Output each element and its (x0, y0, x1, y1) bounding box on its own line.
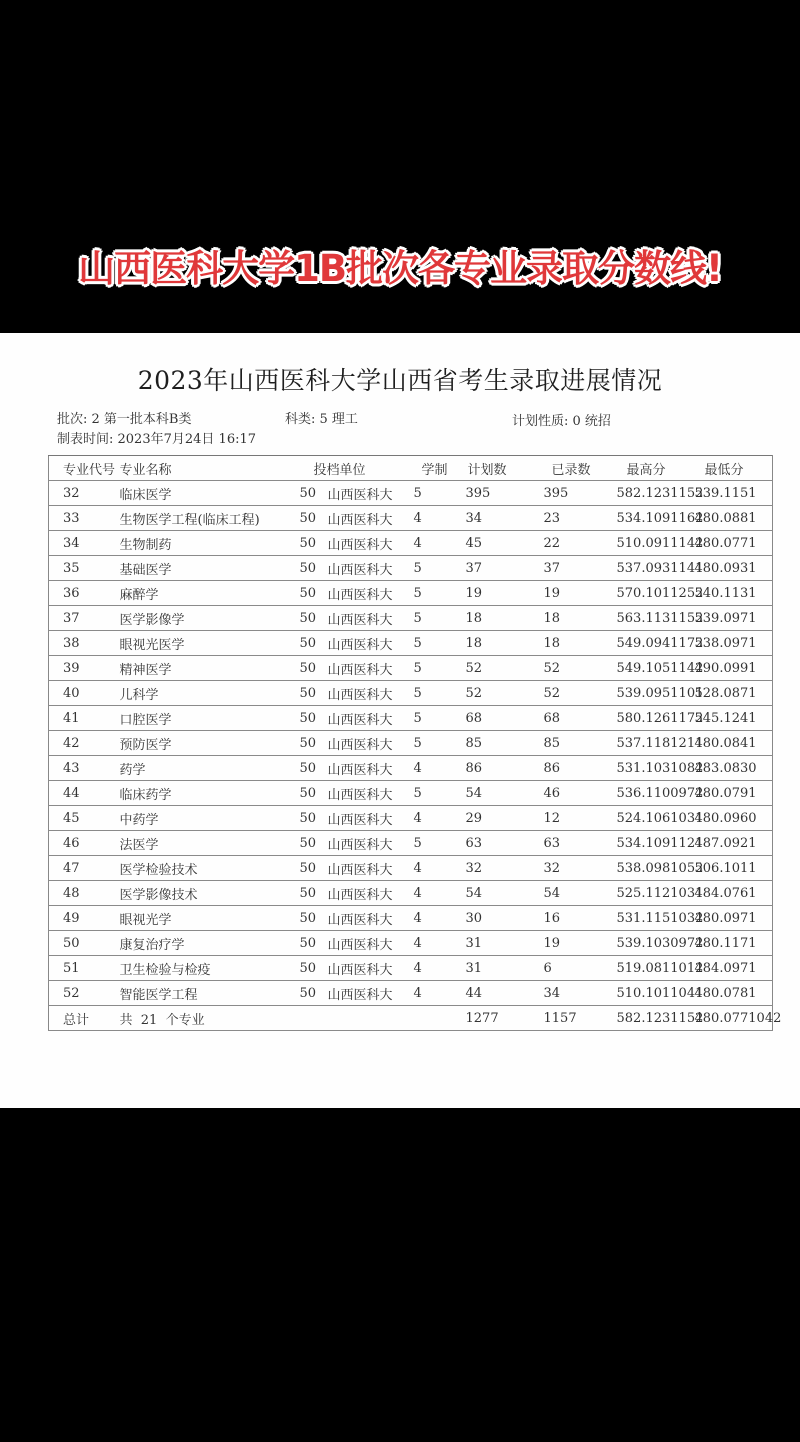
row-unit: 山西医科大 (328, 781, 410, 806)
header-plan: 计划数 (462, 456, 542, 481)
row-min-score: 506.1011 (695, 856, 773, 881)
row-plan: 68 (462, 706, 542, 731)
row-max-score: 536.1100972 (617, 781, 695, 806)
admission-table (48, 455, 782, 1031)
row-length: 5 (410, 606, 462, 631)
row-plan: 45 (462, 531, 542, 556)
header-code: 专业代号 (49, 456, 120, 481)
row-admitted: 19 (542, 931, 617, 956)
row-plan: 54 (462, 881, 542, 906)
total-empty (300, 1006, 328, 1031)
row-name: 生物医学工程(临床工程) (120, 506, 300, 531)
row-code: 34 (49, 531, 120, 556)
table-row (49, 506, 773, 531)
row-unit-code: 50 (300, 806, 328, 831)
header-max: 最高分 (617, 456, 695, 481)
row-min-score: 480.0881 (695, 506, 773, 531)
table-row (49, 706, 773, 731)
row-name: 口腔医学 (120, 706, 300, 731)
row-code: 52 (49, 981, 120, 1006)
table-row (49, 831, 773, 856)
row-plan: 395 (462, 481, 542, 506)
row-code: 51 (49, 956, 120, 981)
row-unit: 山西医科大 (328, 956, 410, 981)
row-admitted: 63 (542, 831, 617, 856)
row-unit-code: 50 (300, 781, 328, 806)
row-admitted: 23 (542, 506, 617, 531)
row-code: 46 (49, 831, 120, 856)
total-summary: 共 21 个专业 (120, 1006, 300, 1031)
row-unit-code: 50 (300, 756, 328, 781)
total-max-score: 582.1231152 (617, 1006, 695, 1031)
row-admitted: 32 (542, 856, 617, 881)
row-max-score: 537.1181211 (617, 731, 695, 756)
row-plan: 32 (462, 856, 542, 881)
row-unit-code: 50 (300, 556, 328, 581)
total-min-score: 480.0771042 (695, 1006, 773, 1031)
row-max-score: 534.1091162 (617, 506, 695, 531)
row-min-score: 545.1241 (695, 706, 773, 731)
table-row (49, 956, 773, 981)
row-length: 4 (410, 881, 462, 906)
total-label: 总计 (49, 1006, 120, 1031)
table-row (49, 881, 773, 906)
row-max-score: 534.1091121 (617, 831, 695, 856)
row-length: 4 (410, 956, 462, 981)
row-plan: 85 (462, 731, 542, 756)
row-length: 4 (410, 506, 462, 531)
row-max-score: 531.1151032 (617, 906, 695, 931)
row-admitted: 52 (542, 656, 617, 681)
row-length: 4 (410, 856, 462, 881)
row-name: 麻醉学 (120, 581, 300, 606)
row-code: 41 (49, 706, 120, 731)
row-admitted: 19 (542, 581, 617, 606)
row-length: 5 (410, 706, 462, 731)
row-name: 基础医学 (120, 556, 300, 581)
row-name: 预防医学 (120, 731, 300, 756)
row-length: 5 (410, 631, 462, 656)
row-name: 儿科学 (120, 681, 300, 706)
table-row (49, 531, 773, 556)
video-banner (0, 0, 800, 333)
row-unit: 山西医科大 (328, 731, 410, 756)
row-length: 5 (410, 581, 462, 606)
row-plan: 52 (462, 681, 542, 706)
table-row (49, 681, 773, 706)
row-admitted: 18 (542, 631, 617, 656)
row-length: 4 (410, 931, 462, 956)
row-max-score: 549.1051142 (617, 656, 695, 681)
row-unit: 山西医科大 (328, 981, 410, 1006)
row-unit-code: 50 (300, 931, 328, 956)
row-unit: 山西医科大 (328, 631, 410, 656)
row-length: 5 (410, 681, 462, 706)
row-unit: 山西医科大 (328, 906, 410, 931)
row-unit-code: 50 (300, 506, 328, 531)
row-min-score: 539.1151 (695, 481, 773, 506)
row-unit-code: 50 (300, 981, 328, 1006)
row-plan: 31 (462, 931, 542, 956)
row-max-score: 538.0981052 (617, 856, 695, 881)
row-unit-code: 50 (300, 606, 328, 631)
row-unit: 山西医科大 (328, 856, 410, 881)
row-code: 47 (49, 856, 120, 881)
table-total-row (49, 1006, 773, 1031)
row-length: 4 (410, 981, 462, 1006)
row-length: 4 (410, 806, 462, 831)
row-code: 40 (49, 681, 120, 706)
row-min-score: 480.0841 (695, 731, 773, 756)
row-length: 5 (410, 481, 462, 506)
header-unit: 投档单位 (300, 456, 410, 481)
table-row (49, 806, 773, 831)
table-row (49, 931, 773, 956)
row-admitted: 54 (542, 881, 617, 906)
header-name: 专业名称 (120, 456, 300, 481)
document-page (0, 333, 800, 1108)
table-row (49, 631, 773, 656)
table-row (49, 656, 773, 681)
batch-info: 批次: 2 第一批本科B类 (57, 412, 192, 427)
row-admitted: 22 (542, 531, 617, 556)
row-name: 眼视光学 (120, 906, 300, 931)
total-empty (328, 1006, 410, 1031)
row-length: 5 (410, 656, 462, 681)
row-min-score: 484.0971 (695, 956, 773, 981)
row-min-score: 480.0931 (695, 556, 773, 581)
total-plan: 1277 (462, 1006, 542, 1031)
row-plan: 52 (462, 656, 542, 681)
row-unit: 山西医科大 (328, 681, 410, 706)
plan-type-info: 计划性质: 0 统招 (512, 414, 611, 429)
row-name: 中药学 (120, 806, 300, 831)
row-code: 36 (49, 581, 120, 606)
row-admitted: 68 (542, 706, 617, 731)
row-code: 49 (49, 906, 120, 931)
row-length: 4 (410, 756, 462, 781)
row-plan: 37 (462, 556, 542, 581)
row-plan: 63 (462, 831, 542, 856)
row-min-score: 484.0761 (695, 881, 773, 906)
row-unit: 山西医科大 (328, 506, 410, 531)
row-max-score: 539.1030972 (617, 931, 695, 956)
table-row (49, 481, 773, 506)
row-name: 卫生检验与检疫 (120, 956, 300, 981)
row-unit-code: 50 (300, 531, 328, 556)
table-row (49, 581, 773, 606)
row-name: 药学 (120, 756, 300, 781)
row-unit: 山西医科大 (328, 656, 410, 681)
row-plan: 19 (462, 581, 542, 606)
row-admitted: 52 (542, 681, 617, 706)
row-code: 45 (49, 806, 120, 831)
row-length: 5 (410, 831, 462, 856)
row-unit: 山西医科大 (328, 606, 410, 631)
row-name: 临床药学 (120, 781, 300, 806)
row-unit-code: 50 (300, 656, 328, 681)
subject-info: 科类: 5 理工 (285, 412, 358, 427)
row-unit-code: 50 (300, 831, 328, 856)
row-min-score: 480.0781 (695, 981, 773, 1006)
row-max-score: 582.1231152 (617, 481, 695, 506)
row-unit: 山西医科大 (328, 831, 410, 856)
row-name: 眼视光医学 (120, 631, 300, 656)
row-code: 42 (49, 731, 120, 756)
row-length: 5 (410, 556, 462, 581)
row-unit: 山西医科大 (328, 706, 410, 731)
row-plan: 29 (462, 806, 542, 831)
row-max-score: 531.1031082 (617, 756, 695, 781)
row-max-score: 537.0931141 (617, 556, 695, 581)
row-admitted: 16 (542, 906, 617, 931)
row-min-score: 480.1171 (695, 931, 773, 956)
banner-title: 山西医科大学1B批次各专业录取分数线! (78, 247, 722, 290)
row-code: 33 (49, 506, 120, 531)
row-unit: 山西医科大 (328, 556, 410, 581)
header-length: 学制 (410, 456, 462, 481)
row-name: 医学影像学 (120, 606, 300, 631)
row-unit-code: 50 (300, 581, 328, 606)
table-header-row (49, 456, 773, 481)
row-code: 48 (49, 881, 120, 906)
row-name: 临床医学 (120, 481, 300, 506)
row-unit: 山西医科大 (328, 881, 410, 906)
row-unit: 山西医科大 (328, 531, 410, 556)
row-unit-code: 50 (300, 706, 328, 731)
table-row (49, 981, 773, 1006)
row-min-score: 483.0830 (695, 756, 773, 781)
row-name: 精神医学 (120, 656, 300, 681)
row-plan: 86 (462, 756, 542, 781)
row-max-score: 519.0811012 (617, 956, 695, 981)
row-min-score: 487.0921 (695, 831, 773, 856)
row-unit-code: 50 (300, 856, 328, 881)
row-unit-code: 50 (300, 681, 328, 706)
row-name: 医学影像技术 (120, 881, 300, 906)
table-row (49, 731, 773, 756)
row-name: 康复治疗学 (120, 931, 300, 956)
made-time-info: 制表时间: 2023年7月24日 16:17 (57, 432, 257, 447)
row-code: 37 (49, 606, 120, 631)
row-max-score: 539.0951101 (617, 681, 695, 706)
row-name: 智能医学工程 (120, 981, 300, 1006)
row-max-score: 510.1011041 (617, 981, 695, 1006)
row-max-score: 570.1011252 (617, 581, 695, 606)
header-min: 最低分 (695, 456, 773, 481)
table-row (49, 756, 773, 781)
row-admitted: 46 (542, 781, 617, 806)
row-code: 50 (49, 931, 120, 956)
row-min-score: 490.0991 (695, 656, 773, 681)
row-min-score: 480.0960 (695, 806, 773, 831)
total-empty (410, 1006, 462, 1031)
row-unit-code: 50 (300, 956, 328, 981)
row-min-score: 539.0971 (695, 606, 773, 631)
row-min-score: 480.0971 (695, 906, 773, 931)
document-title: 2023年山西医科大学山西省考生录取进展情况 (137, 366, 663, 395)
row-min-score: 480.0771 (695, 531, 773, 556)
table-row (49, 556, 773, 581)
row-plan: 34 (462, 506, 542, 531)
row-max-score: 580.1261172 (617, 706, 695, 731)
row-unit: 山西医科大 (328, 481, 410, 506)
row-min-score: 480.0791 (695, 781, 773, 806)
row-length: 5 (410, 781, 462, 806)
row-unit-code: 50 (300, 631, 328, 656)
row-unit: 山西医科大 (328, 581, 410, 606)
row-length: 5 (410, 731, 462, 756)
row-max-score: 525.1121031 (617, 881, 695, 906)
row-unit-code: 50 (300, 481, 328, 506)
row-plan: 30 (462, 906, 542, 931)
row-unit: 山西医科大 (328, 806, 410, 831)
row-admitted: 34 (542, 981, 617, 1006)
row-max-score: 510.0911142 (617, 531, 695, 556)
row-code: 44 (49, 781, 120, 806)
table-row (49, 606, 773, 631)
row-plan: 18 (462, 631, 542, 656)
row-unit-code: 50 (300, 881, 328, 906)
row-plan: 54 (462, 781, 542, 806)
row-name: 医学检验技术 (120, 856, 300, 881)
row-admitted: 86 (542, 756, 617, 781)
row-max-score: 563.1131152 (617, 606, 695, 631)
row-admitted: 12 (542, 806, 617, 831)
row-admitted: 6 (542, 956, 617, 981)
table-row (49, 906, 773, 931)
row-plan: 44 (462, 981, 542, 1006)
video-bottom-area (0, 1108, 800, 1442)
row-length: 4 (410, 531, 462, 556)
row-admitted: 85 (542, 731, 617, 756)
row-length: 4 (410, 906, 462, 931)
row-unit-code: 50 (300, 731, 328, 756)
row-name: 生物制药 (120, 531, 300, 556)
row-max-score: 524.1061031 (617, 806, 695, 831)
row-plan: 18 (462, 606, 542, 631)
row-min-score: 540.1131 (695, 581, 773, 606)
row-code: 38 (49, 631, 120, 656)
total-admitted: 1157 (542, 1006, 617, 1031)
header-admitted: 已录数 (542, 456, 617, 481)
row-code: 35 (49, 556, 120, 581)
table-row (49, 856, 773, 881)
row-name: 法医学 (120, 831, 300, 856)
row-code: 39 (49, 656, 120, 681)
row-min-score: 528.0871 (695, 681, 773, 706)
row-code: 32 (49, 481, 120, 506)
row-admitted: 37 (542, 556, 617, 581)
row-admitted: 18 (542, 606, 617, 631)
row-admitted: 395 (542, 481, 617, 506)
row-max-score: 549.0941172 (617, 631, 695, 656)
table-row (49, 781, 773, 806)
row-min-score: 538.0971 (695, 631, 773, 656)
row-unit: 山西医科大 (328, 931, 410, 956)
row-unit: 山西医科大 (328, 756, 410, 781)
row-unit-code: 50 (300, 906, 328, 931)
row-code: 43 (49, 756, 120, 781)
row-plan: 31 (462, 956, 542, 981)
